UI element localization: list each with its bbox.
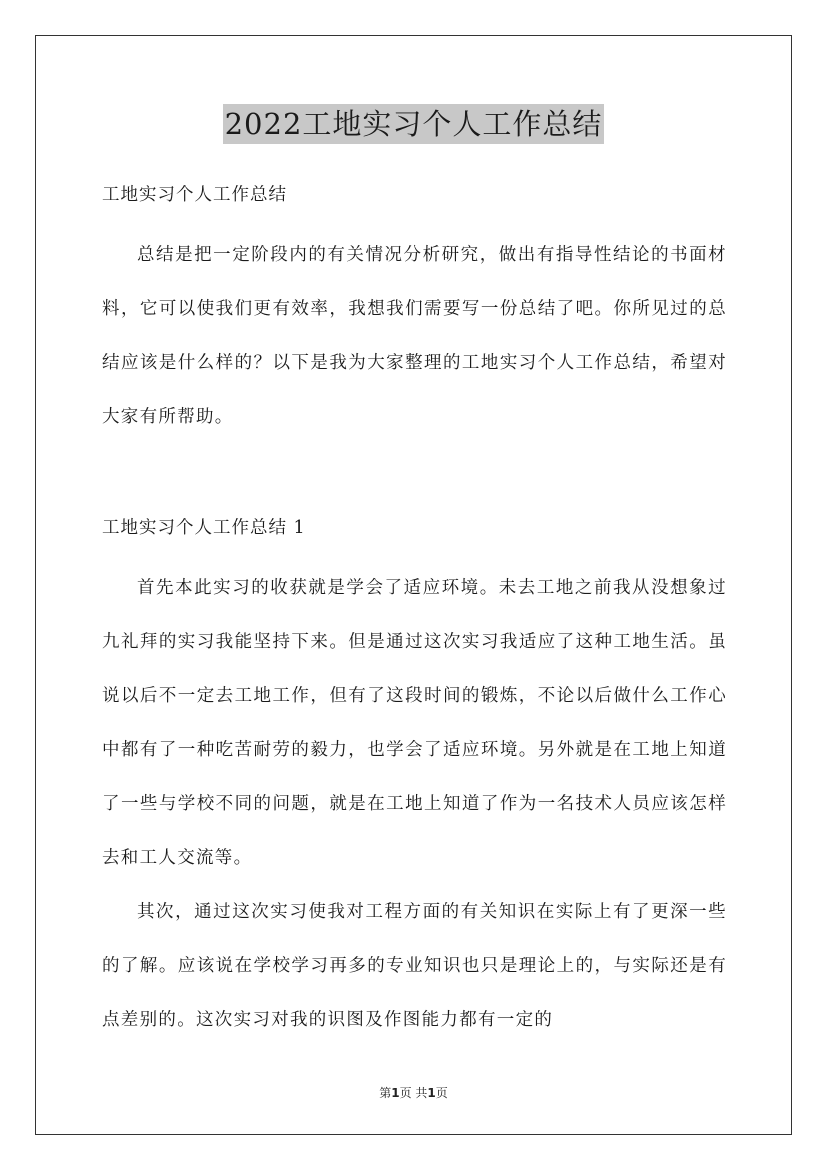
page-current-number: 1 [391, 1086, 400, 1100]
section-heading: 工地实习个人工作总结 1 [102, 518, 306, 538]
page-label-prefix: 第 [379, 1086, 392, 1100]
spacer [102, 214, 727, 228]
page-label-suffix: 页 [435, 1086, 448, 1100]
page-footer [0, 1084, 827, 1101]
document-title: 2022工地实习个人工作总结 [223, 104, 605, 144]
intro-paragraph: 总结是把一定阶段内的有关情况分析研究，做出有指导性结论的书面材料，它可以使我们更有效率，我想我们需要写一份总结了吧。你所见过的总结应该是什么样的？以下是我为大家整理的工地实习个人工作总结，希望对大家有所帮助。 [102, 245, 727, 427]
page-total-number: 1 [427, 1086, 436, 1100]
spacer [102, 444, 727, 509]
body-paragraph: 其次，通过这次实习使我对工程方面的有关知识在实际上有了更深一些的了解。应该说在学校学习再多的专业知识也只是理论上的，与实际还是有点差别的。这次实习对我的识图及作图能力都有一定的 [102, 902, 727, 1030]
document-title-wrapper [0, 104, 827, 144]
intro-heading: 工地实习个人工作总结 [102, 185, 287, 205]
spacer [102, 547, 727, 561]
body-paragraph: 首先本此实习的收获就是学会了适应环境。未去工地之前我从没想象过九礼拜的实习我能坚持下来。但是通过这次实习我适应了这种工地生活。虽说以后不一定去工地工作，但有了这段时间的锻炼，不论以后做什么工作心中都有了一种吃苦耐劳的毅力，也学会了适应环境。另外就是在工地上知道了一些与学校不同的问题，就是在工地上知道了作为一名技术人员应该怎样去和工人交流等。 [102, 578, 727, 868]
page-label-mid: 页 共 [399, 1086, 428, 1100]
document-body [102, 176, 727, 1047]
